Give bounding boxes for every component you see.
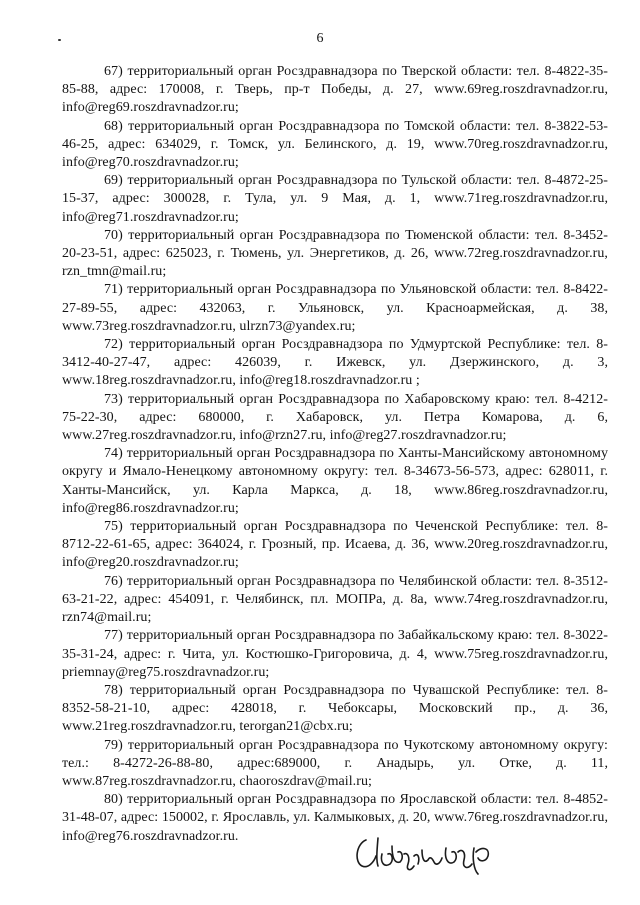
list-item xyxy=(62,737,608,792)
item-number: 72) xyxy=(104,337,123,353)
entries-list xyxy=(62,63,608,846)
item-number: 71) xyxy=(104,282,123,298)
list-item xyxy=(62,518,608,573)
item-text: территориальный орган Росздравнадзора по Тюменской области: тел. 8-3452-20-23-51, адрес: 625023, г. Тюмень, ул. Энергетиков, д. 26, www.72reg.roszdravnadzor.ru, rzn_tmn@mail.ru; xyxy=(62,227,608,280)
list-item xyxy=(62,445,608,518)
item-number: 79) xyxy=(104,737,123,753)
item-number: 69) xyxy=(104,173,123,189)
list-item xyxy=(62,682,608,737)
handwritten-signature xyxy=(348,818,503,880)
item-number: 80) xyxy=(104,792,123,808)
item-number: 77) xyxy=(104,628,123,644)
item-text: территориальный орган Росздравнадзора по Хабаровскому краю: тел. 8-4212-75-22-30, адрес: 680000, г. Хабаровск, ул. Петра Комарова, д. 6, www.27reg.roszdravnadzor.ru, info@rzn27.ru, info@reg27.roszdravnadzor.ru; xyxy=(62,391,608,444)
list-item xyxy=(62,791,608,846)
item-text: территориальный орган Росздравнадзора по Чукотскому автономному округу: тел.: 8-4272-26-88-80, адрес:689000, г. Анадырь, ул. Отке, д. 11, www.87reg.roszdravnadzor.ru, chaoroszdrav@mail.ru; xyxy=(62,737,608,789)
item-number: 74) xyxy=(104,446,123,462)
item-text: территориальный орган Росздравнадзора по Чеченской Республике: тел. 8-8712-22-61-65, адрес: 364024, г. Грозный, пр. Исаева, д. 36, www.20reg.roszdravnadzor.ru, info@reg20.roszdravnadzor.ru; xyxy=(62,519,608,571)
signature-stroke xyxy=(357,838,488,874)
item-number: 68) xyxy=(104,118,123,134)
item-text: территориальный орган Росздравнадзора по Чувашской Республике: тел. 8-8352-58-21-10, адрес: 428018, г. Чебоксары, Московский пр., д. 36, www.21reg.roszdravnadzor.ru, terorgan21@cbx.ru; xyxy=(62,682,608,735)
item-number: 76) xyxy=(104,573,123,589)
item-text: территориальный орган Росздравнадзора по Ульяновской области: тел. 8-8422-27-89-55, адрес: 432063, г. Ульяновск, ул. Красноармейская, д. 38, www.73reg.roszdravnadzor.ru, ulrzn73@yandex.ru; xyxy=(62,282,609,334)
item-text: территориальный орган Росздравнадзора по Челябинской области: тел. 8-3512-63-21-22, адрес: 454091, г. Челябинск, пл. МОПРа, д. 8а, www.74reg.roszdravnadzor.ru, rzn74@mail.ru; xyxy=(62,573,608,626)
item-number: 75) xyxy=(104,519,123,535)
item-text: территориальный орган Росздравнадзора по Томской области: тел. 8-3822-53-46-25, адрес: 634029, г. Томск, ул. Белинского, д. 19, www.70reg.roszdravnadzor.ru, info@reg70.roszdravnadzor.ru; xyxy=(62,118,608,171)
item-text: территориальный орган Росздравнадзора по Удмуртской Республике: тел. 8-3412-40-27-47, адрес: 426039, г. Ижевск, ул. Дзержинского, д. 3, www.18reg.roszdravnadzor.ru, info@reg18.roszdravnadzor.ru ; xyxy=(62,337,608,389)
list-item xyxy=(62,336,608,391)
item-text: территориальный орган Росздравнадзора по Тверской области: тел. 8-4822-35-85-88, адрес: 170008, г. Тверь, пр-т Победы, д. 27, www.69reg.roszdravnadzor.ru, info@reg69.roszdravnadzor.ru; xyxy=(62,64,608,116)
list-item xyxy=(62,281,608,336)
list-item xyxy=(62,573,608,628)
list-item xyxy=(62,118,608,173)
item-text: территориальный орган Росздравнадзора по Ханты-Мансийскому автономному округу и Ямало-Ненецкому автономному округу: тел. 8-34673-56-573, адрес: 628011, г. Ханты-Мансийск, ул. Карла Маркса, д. 18, www.86reg.roszdravnadzor.ru, info@reg86.roszdravnadzor.ru; xyxy=(62,446,608,516)
item-number: 70) xyxy=(104,227,123,243)
item-text: территориальный орган Росздравнадзора по Тульской области: тел. 8-4872-25-15-37, адрес: 300028, г. Тула, ул. 9 Мая, д. 1, www.71reg.roszdravnadzor.ru, info@reg71.roszdravnadzor.ru; xyxy=(62,173,608,225)
list-item xyxy=(62,63,608,118)
list-item xyxy=(62,172,608,227)
list-item xyxy=(62,627,608,682)
list-item xyxy=(62,227,608,282)
list-item xyxy=(62,391,608,446)
item-text: территориальный орган Росздравнадзора по Забайкальскому краю: тел. 8-3022-35-31-24, адрес: г. Чита, ул. Костюшко-Григоровича, д. 4, www.75reg.roszdravnadzor.ru, priemnay@reg75.roszdravnadzor.ru; xyxy=(62,628,608,680)
page-number: 6 xyxy=(316,31,324,46)
item-number: 78) xyxy=(104,682,123,698)
item-text: территориальный орган Росздравнадзора по Ярославской области: тел. 8-4852-31-48-07, адрес: 150002, г. Ярославль, ул. Калмыковых, д. 20, www.76reg.roszdravnadzor.ru, info@reg76.roszdravnadzor.ru. xyxy=(62,792,608,844)
item-number: 73) xyxy=(104,391,123,407)
item-number: 67) xyxy=(104,64,123,79)
